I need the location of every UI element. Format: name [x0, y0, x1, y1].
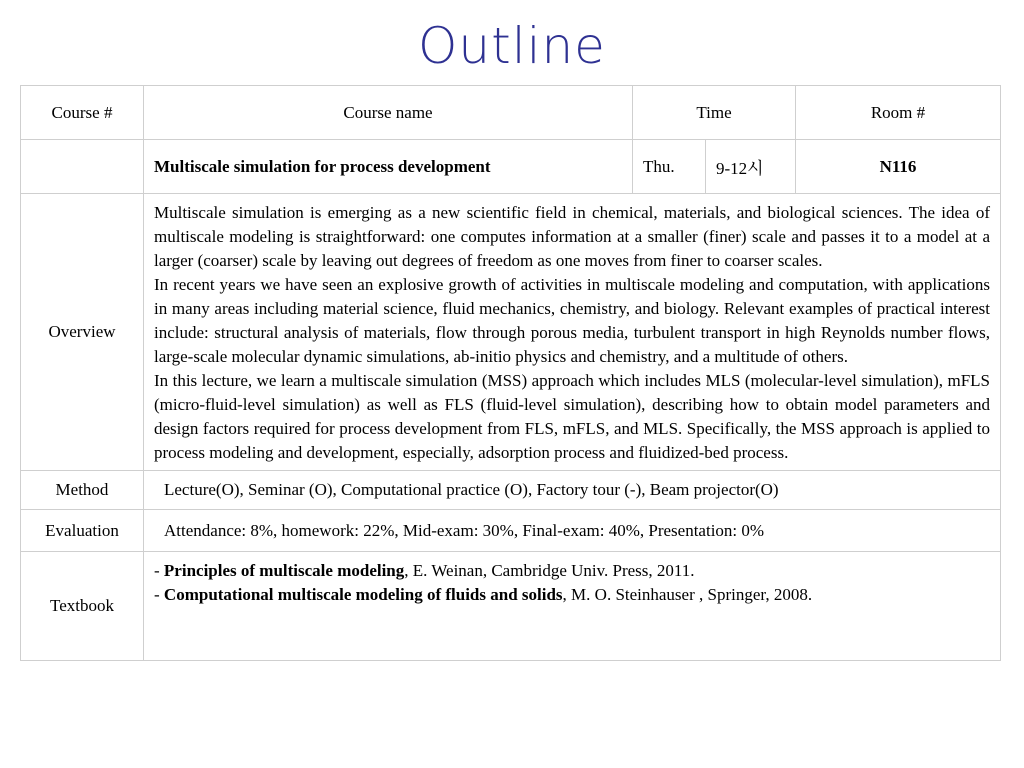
textbook-item-prefix: - — [154, 561, 164, 580]
header-time: Time — [633, 86, 796, 140]
textbook-item-details: , E. Weinan, Cambridge Univ. Press, 2011. — [404, 561, 695, 580]
textbook-item — [154, 559, 990, 583]
method-label: Method — [21, 471, 144, 510]
course-no-cell — [21, 140, 144, 194]
header-course-name: Course name — [144, 86, 633, 140]
header-course-no: Course # — [21, 86, 144, 140]
textbook-item — [154, 583, 990, 607]
overview-paragraph: Multiscale simulation is emerging as a new scientific field in chemical, materials, and biological sciences. The idea of multiscale modeling is straightforward: one computes information at a smaller (finer) scale and passes it to a model at a larger (coarser) scale by leaving out degrees of freedom as one moves from finer to coarser scales. — [154, 203, 990, 270]
evaluation-value: Attendance: 8%, homework: 22%, Mid-exam: 30%, Final-exam: 40%, Presentation: 0% — [144, 510, 1001, 552]
overview-paragraph: In recent years we have seen an explosive growth of activities in multiscale modeling and computation, with applications in many areas including material science, fluid mechanics, chemistry, and biology. Relevant examples of practical interest include: structural analysis of materials, flow through porous media, turbulent transport in high Reynolds number flows, large-scale molecular dynamic simulations, ab-initio physics and chemistry, and a multitude of others. — [154, 275, 990, 366]
overview-row — [21, 194, 1001, 471]
textbook-item-details: , M. O. Steinhauser , Springer, 2008. — [562, 585, 813, 604]
course-room-cell: N116 — [796, 140, 1001, 194]
slide-title: Outline — [418, 17, 606, 75]
overview-label: Overview — [21, 194, 144, 471]
header-room: Room # — [796, 86, 1001, 140]
textbook-row — [21, 552, 1001, 661]
textbook-list — [144, 552, 1001, 661]
textbook-label: Textbook — [21, 552, 144, 661]
textbook-item-title: Principles of multiscale modeling — [163, 561, 405, 580]
method-value: Lecture(O), Seminar (O), Computational practice (O), Factory tour (-), Beam projector(O) — [144, 471, 1001, 510]
method-row — [21, 471, 1001, 510]
course-day-cell: Thu. — [633, 140, 706, 194]
overview-text — [144, 194, 1001, 471]
course-hours-cell: 9-12시 — [706, 140, 796, 194]
textbook-item-title: Computational multiscale modeling of fluids and solids — [163, 585, 563, 604]
course-row — [21, 140, 1001, 194]
course-outline-table — [20, 85, 1001, 661]
evaluation-label: Evaluation — [21, 510, 144, 552]
course-name-cell: Multiscale simulation for process development — [144, 140, 633, 194]
header-row — [21, 86, 1001, 140]
textbook-item-prefix: - — [154, 585, 164, 604]
evaluation-row — [21, 510, 1001, 552]
overview-paragraph: In this lecture, we learn a multiscale simulation (MSS) approach which includes MLS (molecular-level simulation), mFLS (micro-fluid-level simulation) as well as FLS (fluid-level simulation), describing how to obtain model parameters and design factors required for process development from FLS, mFLS, and MLS. Specifically, the MSS approach is applied to process modeling and development, especially, adsorption process and fluidized-bed process. — [154, 371, 990, 462]
